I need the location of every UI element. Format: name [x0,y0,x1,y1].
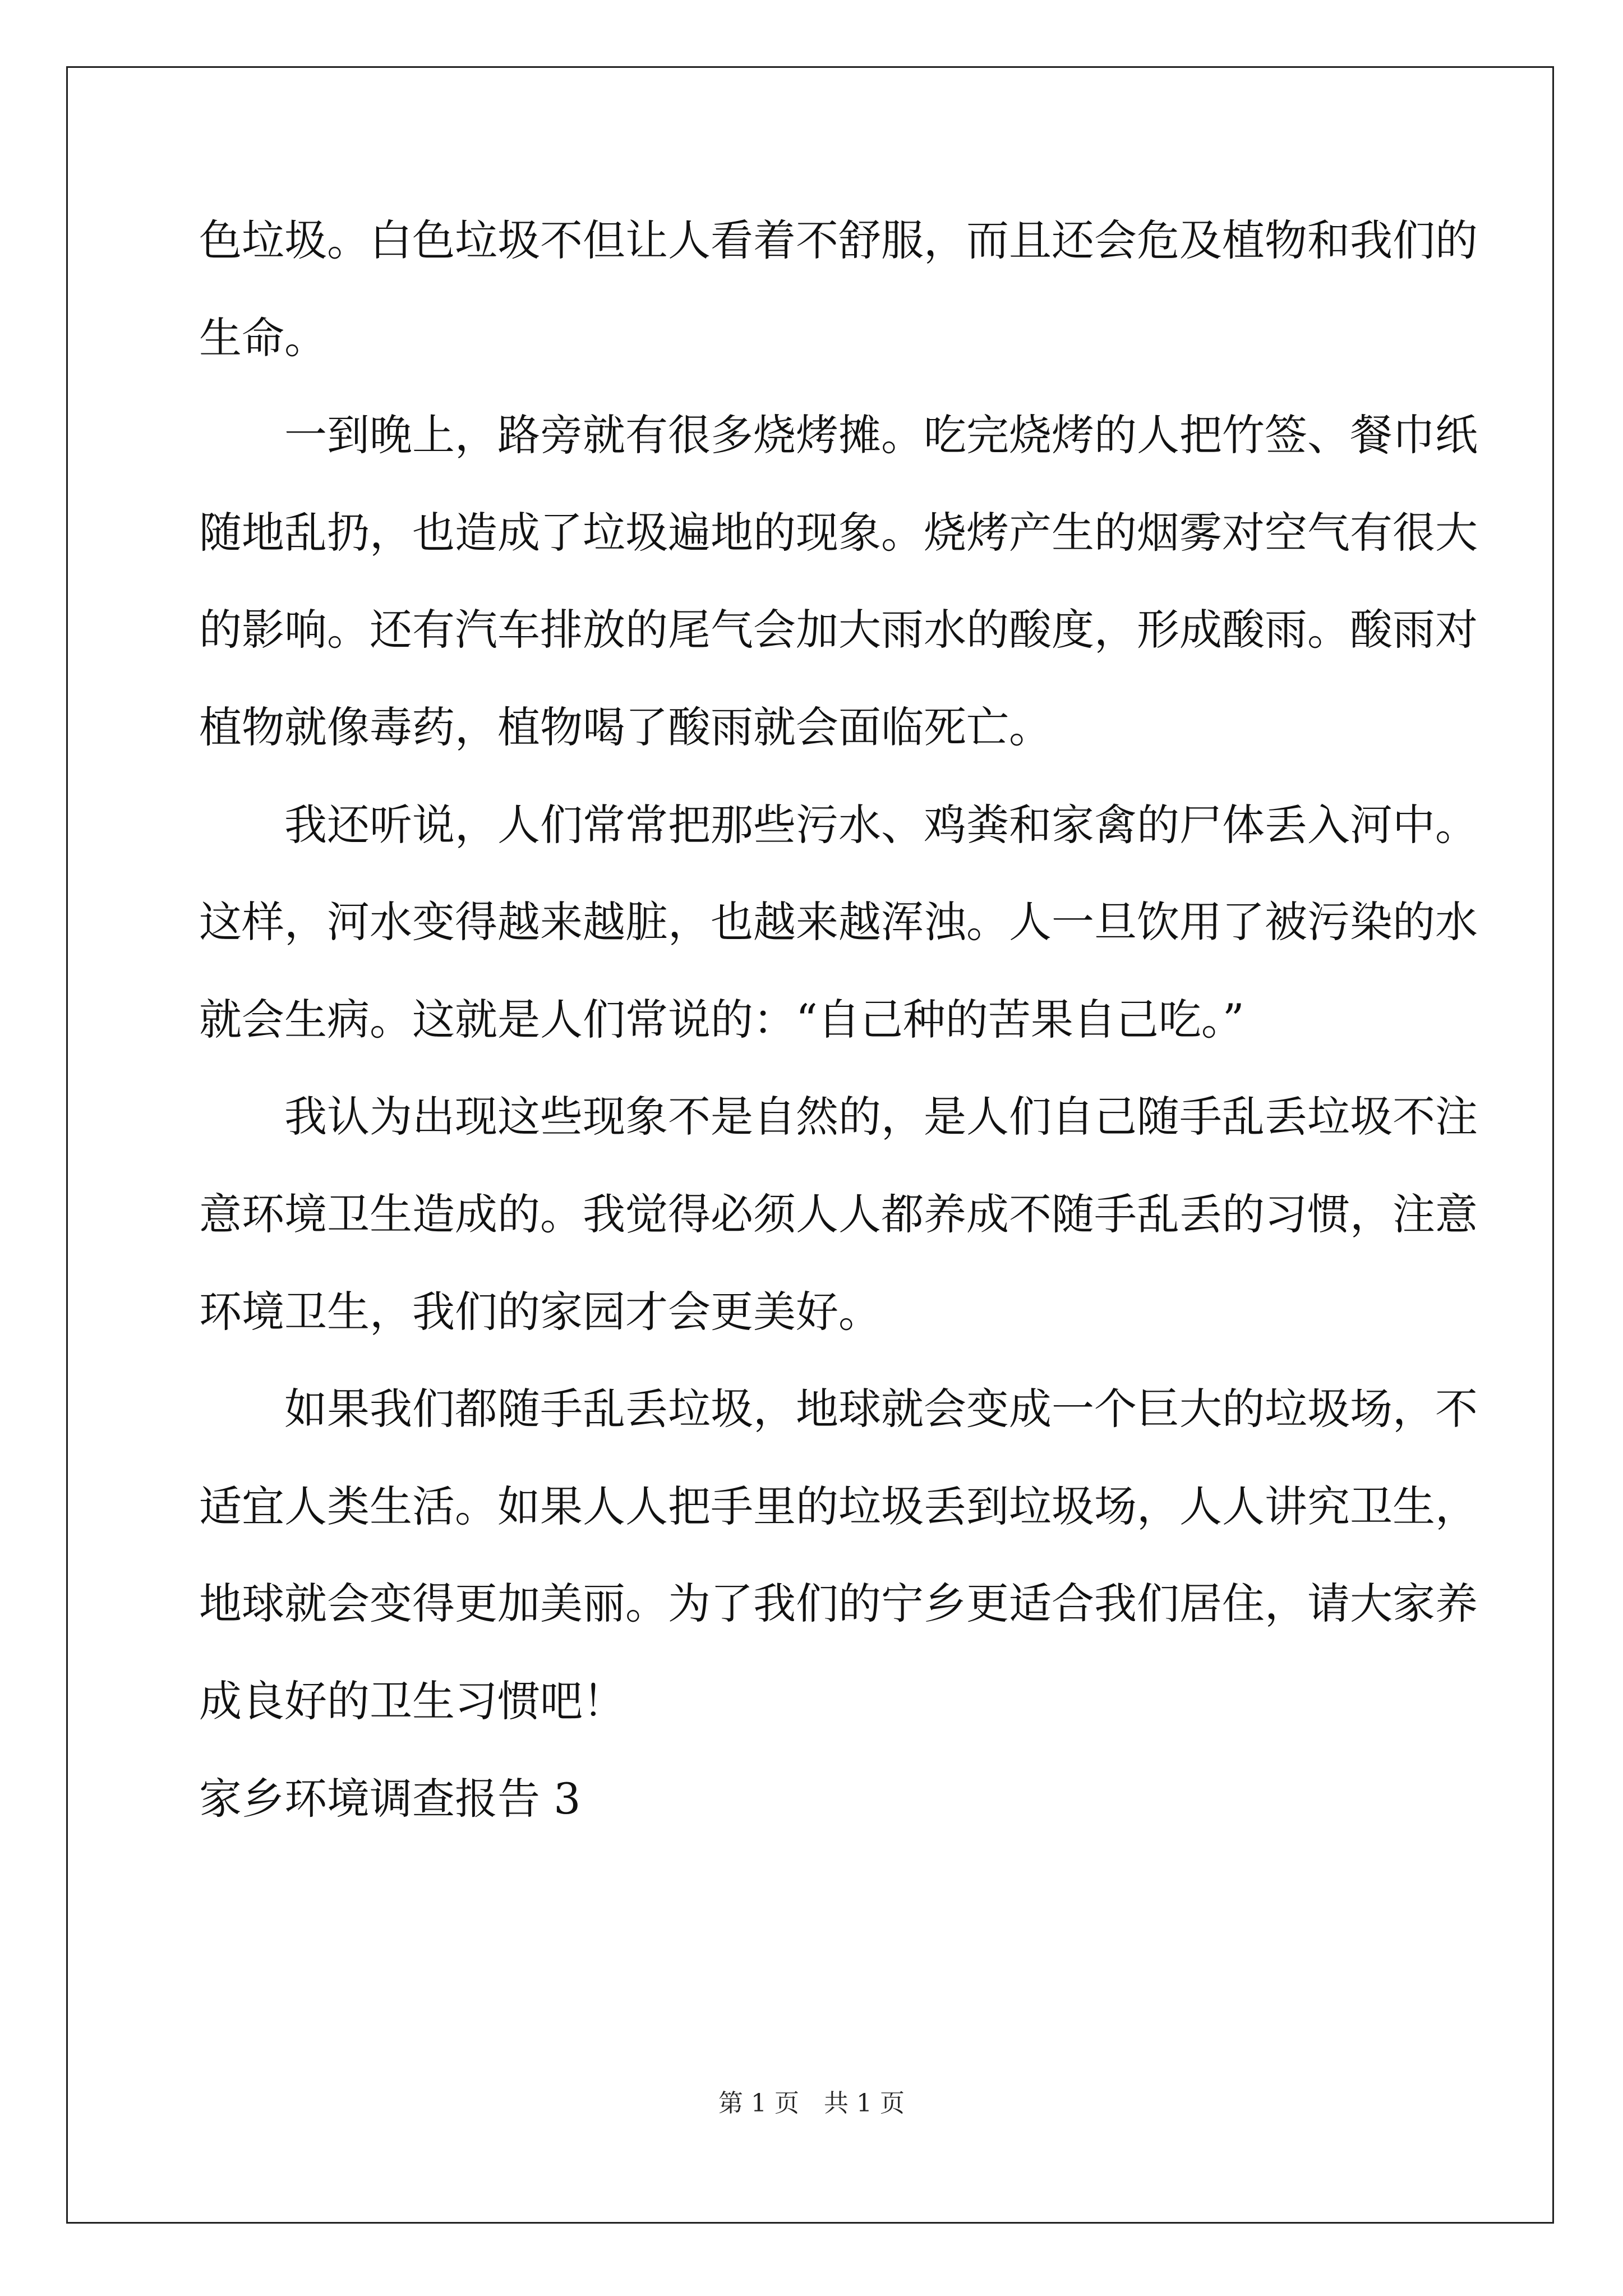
text-line: 适宜人类生活。如果人人把手里的垃圾丢到垃圾场，人人讲究卫生， [199,1481,1478,1531]
page-footer [0,2087,1623,2120]
text-line: 色垃圾。白色垃圾不但让人看着不舒服，而且还会危及植物和我们的 [199,215,1478,265]
text-line: 随地乱扔，也造成了垃圾遍地的现象。烧烤产生的烟雾对空气有很大 [199,507,1478,558]
page-number-label: 第 1 页 共 1 页 [718,2089,905,2118]
text-line: 一到晚上，路旁就有很多烧烤摊。吃完烧烤的人把竹签、餐巾纸 [284,410,1478,461]
document-body [199,192,1478,1847]
text-line: 地球就会变得更加美丽。为了我们的宁乡更适合我们居住，请大家养 [199,1579,1478,1629]
text-line: 就会生病。这就是人们常说的：“自己种的苦果自己吃。” [199,994,1244,1045]
text-line: 意环境卫生造成的。我觉得必须人人都养成不随手乱丢的习惯，注意 [199,1189,1478,1239]
text-line: 植物就像毒药，植物喝了酸雨就会面临死亡。 [199,702,1052,752]
text-line: 我认为出现这些现象不是自然的，是人们自己随手乱丢垃圾不注 [284,1092,1478,1142]
text-line: 如果我们都随手乱丢垃圾，地球就会变成一个巨大的垃圾场，不 [284,1384,1478,1434]
section-heading: 家乡环境调查报告 3 [199,1773,581,1824]
text-line: 这样，河水变得越来越脏，也越来越浑浊。人一旦饮用了被污染的水 [199,897,1478,947]
text-line: 的影响。还有汽车排放的尾气会加大雨水的酸度，形成酸雨。酸雨对 [199,605,1478,655]
text-line: 我还听说，人们常常把那些污水、鸡粪和家禽的尸体丢入河中。 [284,799,1478,850]
text-line: 生命。 [199,312,327,363]
text-line: 环境卫生，我们的家园才会更美好。 [199,1286,881,1337]
text-line: 成良好的卫生习惯吧！ [199,1676,625,1726]
